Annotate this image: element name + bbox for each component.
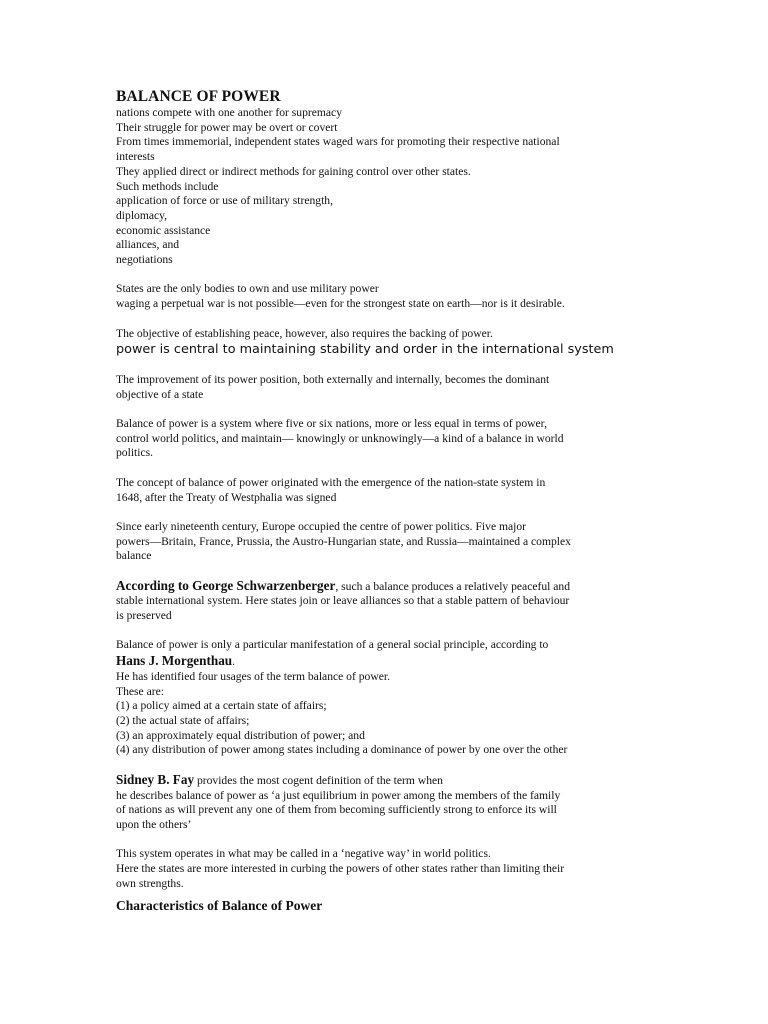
paragraph-gap bbox=[116, 402, 656, 417]
text-line: politics. bbox=[116, 446, 154, 460]
text-line: negotiations bbox=[116, 253, 173, 267]
text-line: upon the others’ bbox=[116, 817, 192, 831]
paragraph-gap bbox=[116, 624, 656, 639]
improvement-paragraph bbox=[116, 373, 656, 402]
paragraph-gap bbox=[116, 564, 656, 579]
text-line: balance bbox=[116, 549, 152, 563]
text-line: alliances, and bbox=[116, 238, 180, 252]
morgenthau-name: Hans J. Morgenthau bbox=[116, 653, 233, 669]
europe-paragraph bbox=[116, 520, 656, 564]
negative-way-paragraph bbox=[116, 847, 656, 891]
text-line: own strengths. bbox=[116, 876, 184, 890]
text-line: Such methods include bbox=[116, 179, 219, 193]
document-title: BALANCE OF POWER bbox=[116, 88, 281, 105]
text-line: he describes balance of power as ‘a just equilibrium in power among the members of the family bbox=[116, 788, 561, 802]
text-line: These are: bbox=[116, 684, 164, 698]
objective-paragraph bbox=[116, 327, 656, 359]
text-line: Balance of power is only a particular manifestation of a general social principle, according to bbox=[116, 638, 549, 652]
text-line: He has identified four usages of the term balance of power. bbox=[116, 669, 390, 683]
fay-paragraph bbox=[116, 773, 656, 833]
text-line: control world politics, and maintain— knowingly or unknowingly—a kind of a balance in world bbox=[116, 431, 564, 445]
schwarzenberger-paragraph bbox=[116, 579, 656, 624]
states-paragraph bbox=[116, 282, 656, 311]
paragraph-gap bbox=[116, 758, 656, 773]
text-line: 1648, after the Treaty of Westphalia was signed bbox=[116, 490, 337, 504]
central-statement: power is central to maintaining stability and order in the international system bbox=[116, 342, 614, 358]
text-line bbox=[116, 579, 656, 595]
concept-paragraph bbox=[116, 476, 656, 505]
system-paragraph bbox=[116, 417, 656, 461]
text-line: is preserved bbox=[116, 609, 172, 623]
text-line: Balance of power is a system where five or six nations, more or less equal in terms of power, bbox=[116, 417, 547, 430]
intro-paragraph bbox=[116, 106, 656, 268]
paragraph-gap bbox=[116, 268, 656, 283]
text-line: waging a perpetual war is not possible—even for the strongest state on earth—nor is it desirable. bbox=[116, 297, 565, 311]
text-line: States are the only bodies to own and use military power bbox=[116, 282, 379, 296]
text-line: The concept of balance of power originated with the emergence of the nation-state system in bbox=[116, 475, 546, 489]
text-run: . bbox=[232, 655, 236, 669]
list-item: (1) a policy aimed at a certain state of affairs; bbox=[116, 699, 327, 713]
text-line: From times immemorial, independent states waged wars for promoting their respective national bbox=[116, 135, 560, 149]
text-line bbox=[116, 773, 656, 789]
text-run: provides the most cogent definition of the term when bbox=[194, 773, 443, 787]
text-line: They applied direct or indirect methods for gaining control over other states. bbox=[116, 164, 471, 178]
paragraph-gap bbox=[116, 312, 656, 327]
list-item: (3) an approximately equal distribution of power; and bbox=[116, 728, 365, 742]
characteristics-heading: Characteristics of Balance of Power bbox=[116, 898, 323, 914]
paragraph-gap bbox=[116, 833, 656, 848]
text-line: powers—Britain, France, Prussia, the Austro-Hungarian state, and Russia—maintained a complex bbox=[116, 534, 571, 548]
schwarzenberger-name: According to George Schwarzenberger bbox=[116, 577, 336, 593]
list-item: (2) the actual state of affairs; bbox=[116, 714, 250, 727]
text-line bbox=[116, 653, 656, 670]
document-body bbox=[116, 88, 656, 914]
text-line: objective of a state bbox=[116, 387, 204, 401]
paragraph-gap bbox=[116, 461, 656, 476]
text-line: of nations as will prevent any one of them from becoming sufficiently strong to enforce its will bbox=[116, 803, 557, 817]
text-line: The improvement of its power position, both externally and internally, becomes the dominant bbox=[116, 372, 550, 386]
fay-name: Sidney B. Fay bbox=[116, 771, 195, 787]
text-line: Since early nineteenth century, Europe occupied the centre of power politics. Five major bbox=[116, 519, 527, 533]
text-line: diplomacy, bbox=[116, 208, 168, 222]
text-line: nations compete with one another for supremacy bbox=[116, 106, 343, 119]
text-line: application of force or use of military strength, bbox=[116, 194, 333, 208]
morgenthau-paragraph bbox=[116, 638, 656, 758]
text-line: economic assistance bbox=[116, 223, 211, 237]
list-item: (4) any distribution of power among states including a dominance of power by one over the other bbox=[116, 743, 568, 757]
text-line: The objective of establishing peace, however, also requires the backing of power. bbox=[116, 326, 493, 340]
text-line: This system operates in what may be called in a ‘negative way’ in world politics. bbox=[116, 847, 491, 861]
text-run: , such a balance produces a relatively peaceful and bbox=[335, 579, 571, 593]
paragraph-gap bbox=[116, 358, 656, 373]
text-line: Here the states are more interested in curbing the powers of other states rather than limiting their bbox=[116, 862, 565, 875]
text-line: Their struggle for power may be overt or covert bbox=[116, 120, 338, 134]
text-line: stable international system. Here states join or leave alliances so that a stable pattern of behaviour bbox=[116, 594, 570, 608]
paragraph-gap bbox=[116, 505, 656, 520]
text-line: interests bbox=[116, 150, 155, 164]
